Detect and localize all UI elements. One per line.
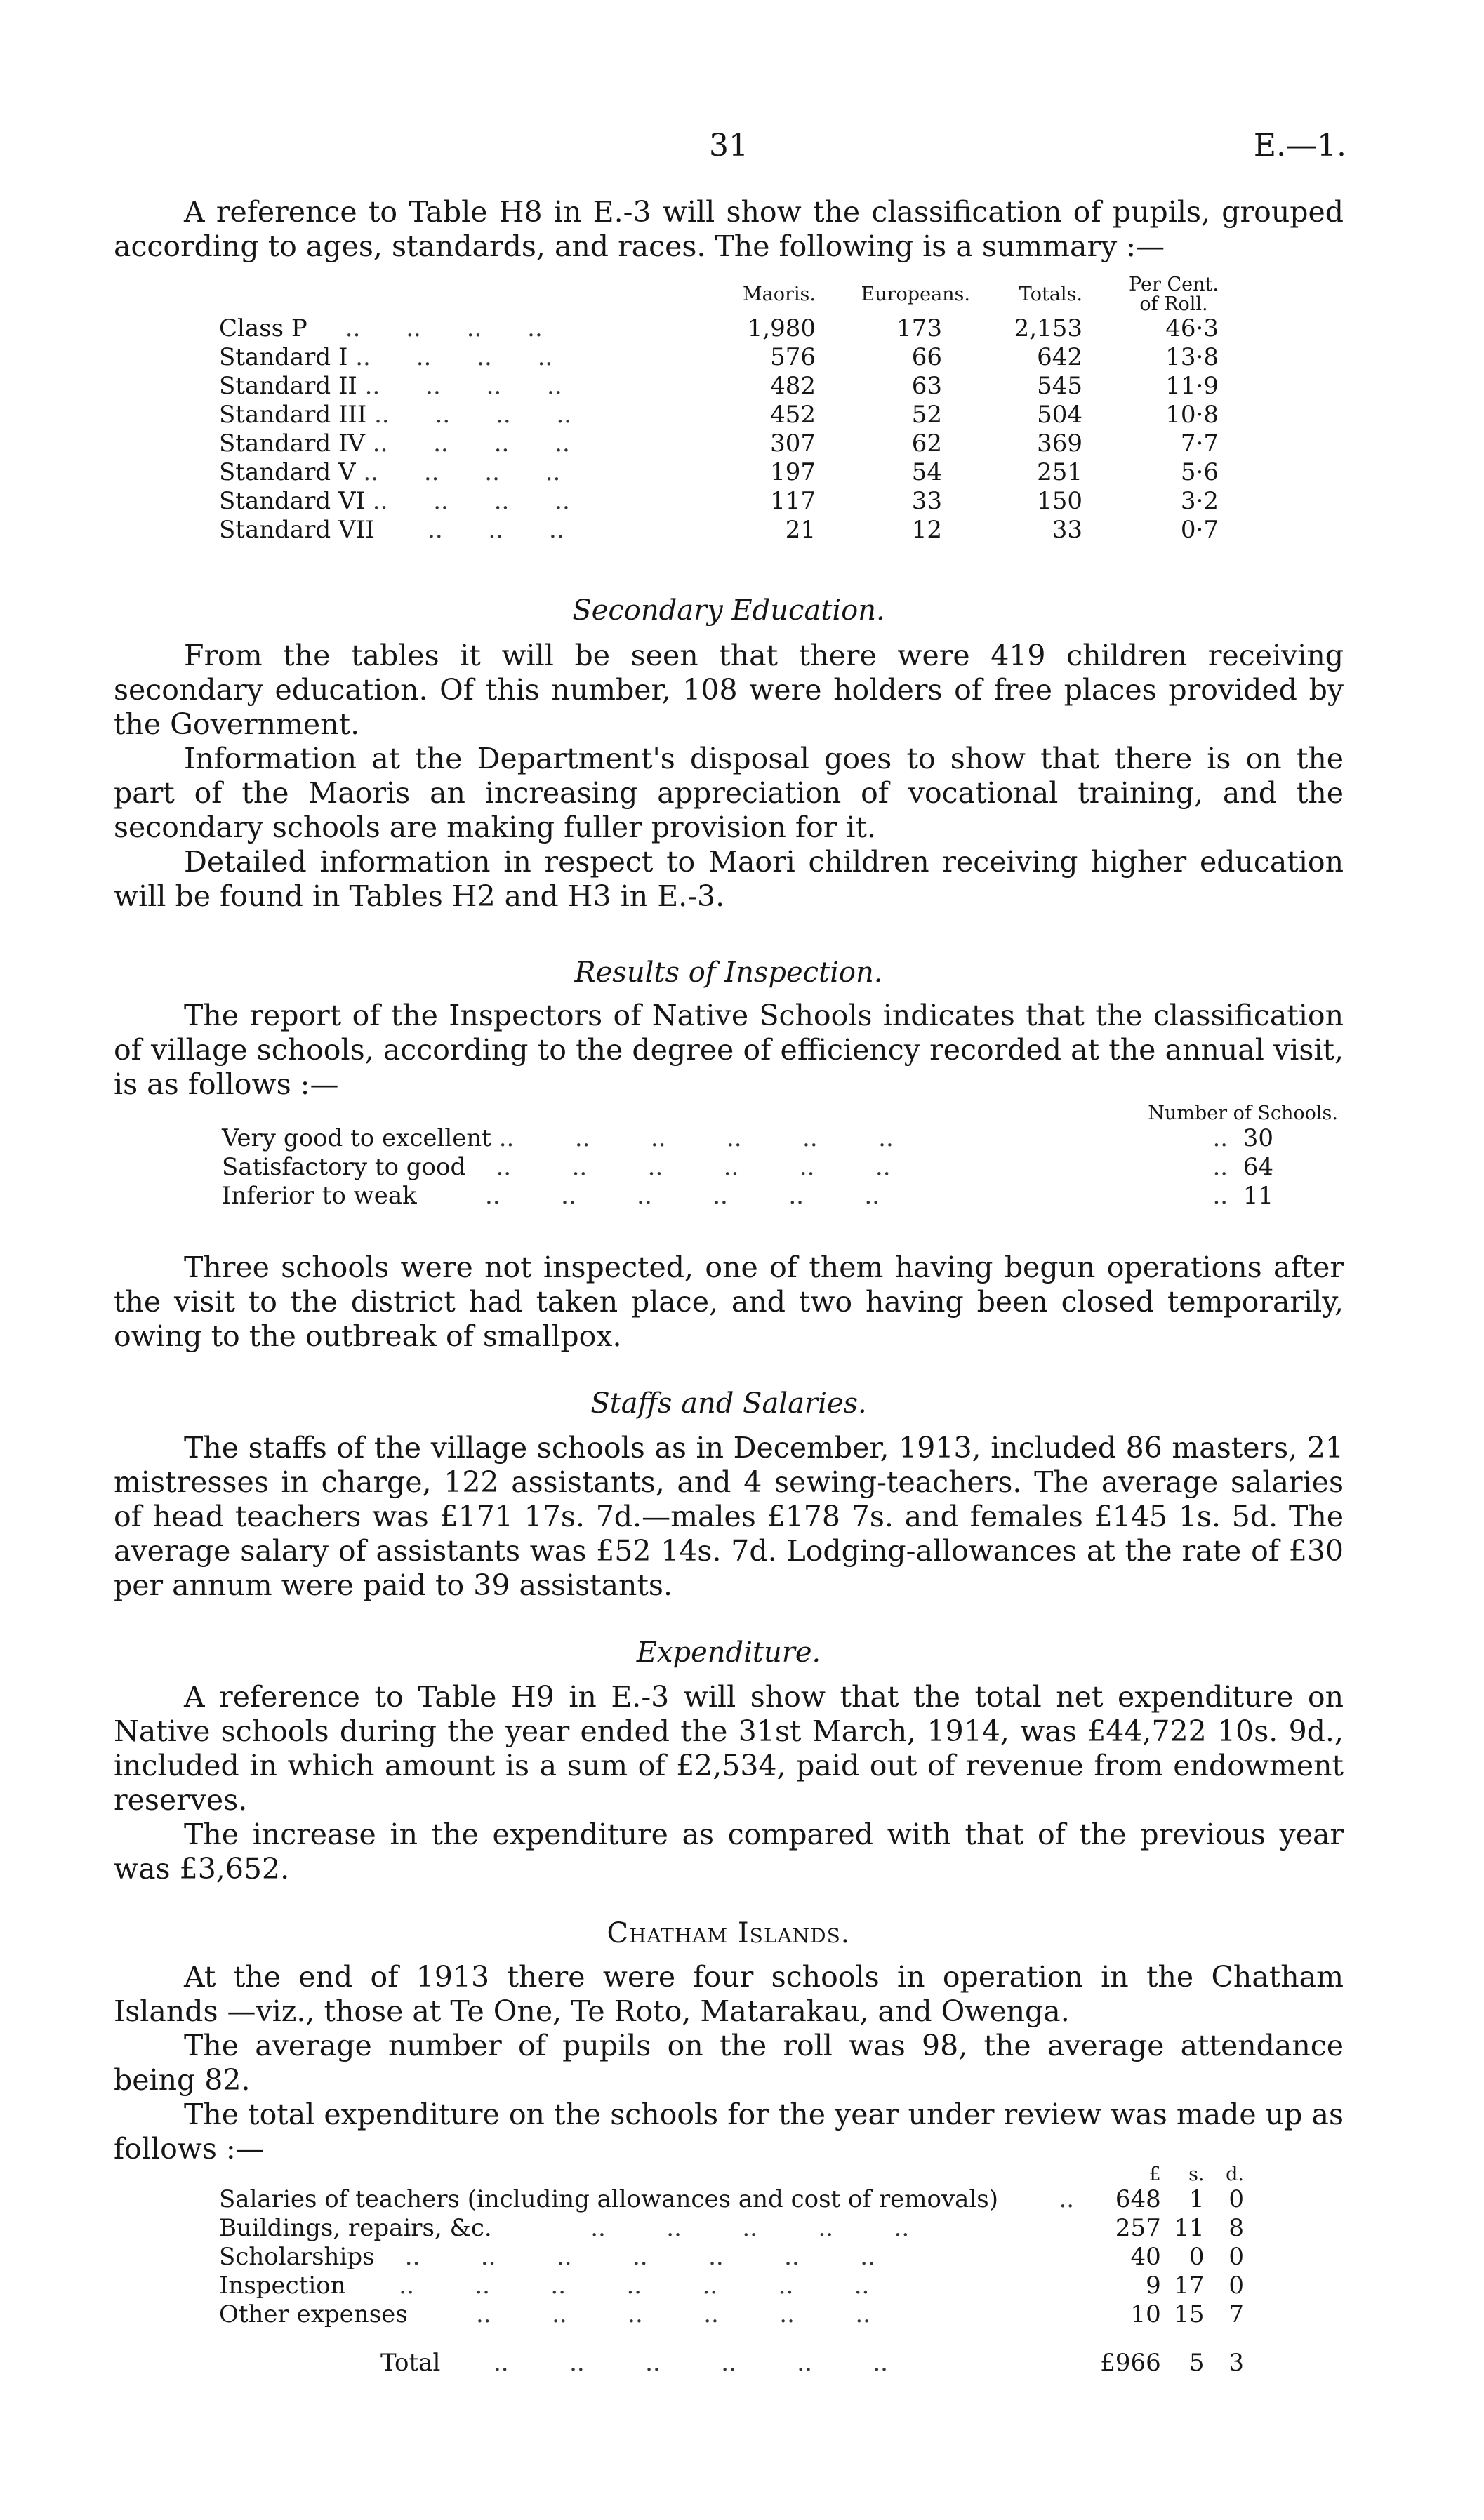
inspection-table (222, 1103, 1338, 1211)
cell-europeans: 173 (896, 314, 942, 342)
staffs-block (114, 1431, 1344, 1603)
cell-pence: 0 (1228, 2243, 1244, 2271)
col-pounds-header: £ (1148, 2164, 1161, 2185)
total-pounds: £966 (1100, 2349, 1161, 2377)
cell-shillings: 17 (1174, 2272, 1205, 2300)
cell-totals: 2,153 (1014, 314, 1082, 342)
chatham-expenditure-table (219, 2164, 1244, 2378)
cell-number-value: 11 (1243, 1182, 1273, 1210)
staffs-paragraph: The staffs of the village schools as in December, 1913, included 86 masters, 21 mistresses in charge, 122 assistants, and 4 sewing-teachers. The average salaries of head teachers was £171 17s. 7d.—males £178 7s. and females £145 1s. 5d. The average salary of assistants was £52 14s. 7d. Lodging-allowances at the rate of £30 per annum were paid to 39 assistants. (114, 1431, 1344, 1602)
row-label: Other expenses (219, 2300, 408, 2328)
table-row: Standard III .. .. .. .. 452 52 504 10·8 (219, 401, 1265, 429)
table-row: Salaries of teachers (including allowances and cost of removals) .. 648 1 0 (219, 2185, 1244, 2213)
chatham-heading: Chatham Islands. (607, 1917, 851, 1949)
secondary-paragraph-3: Detailed information in respect to Maori children receiving higher education will be found in Tables H2 and H3 in E.-3. (114, 845, 1344, 913)
secondary-heading: Secondary Education. (572, 594, 885, 627)
inspection-after-block (114, 1251, 1344, 1354)
row-label: Standard VII (219, 516, 375, 544)
table-row: Standard II .. .. .. .. 482 63 545 11·9 (219, 372, 1265, 401)
row-label: Standard I (219, 343, 348, 371)
col-maoris-header: Maoris. (743, 284, 816, 305)
cell-pence: 7 (1228, 2300, 1244, 2328)
cell-maoris: 117 (770, 487, 816, 515)
cell-percent: 7·7 (1180, 429, 1219, 458)
row-label: Standard VI (219, 487, 365, 515)
row-label: Class P (219, 314, 307, 342)
cell-europeans: 62 (911, 429, 942, 458)
inspection-block (114, 999, 1344, 1102)
inspection-paragraph: The report of the Inspectors of Native Schools indicates that the classification of village schools, according to the degree of efficiency recorded at the annual visit, is as follows :— (114, 999, 1344, 1101)
table-row: Standard I .. .. .. .. 576 66 642 13·8 (219, 343, 1265, 372)
row-label: Standard II (219, 372, 357, 400)
row-label: Standard V (219, 458, 356, 486)
row-label: Satisfactory to good (222, 1153, 466, 1181)
table-row: Class P .. .. .. .. 1,980 173 2,153 46·3 (219, 314, 1265, 343)
classification-table (219, 275, 1265, 545)
cell-pence: 0 (1228, 2272, 1244, 2300)
cell-percent: 11·9 (1165, 372, 1219, 400)
total-pence: 3 (1228, 2349, 1244, 2377)
expenditure-paragraph-1: A reference to Table H9 in E.-3 will show that the total net expenditure on Native schools during the year ended the 31st March, 1914, was £44,722 10s. 9d., included in which amount is a sum of £2,534, paid out of revenue from endowment reserves. (114, 1680, 1344, 1817)
secondary-paragraph-1: From the tables it will be seen that there were 419 children receiving secondary education. Of this number, 108 were holders of free places provided by the Government. (114, 639, 1344, 741)
total-shillings: 5 (1188, 2349, 1205, 2377)
intro-block (114, 195, 1344, 264)
cell-shillings: 0 (1188, 2243, 1205, 2271)
cell-pounds: 648 (1115, 2185, 1161, 2213)
cell-shillings: 1 (1188, 2185, 1205, 2213)
cell-pounds: 10 (1130, 2300, 1161, 2328)
cell-percent: 5·6 (1180, 458, 1219, 486)
cell-maoris: 21 (785, 516, 816, 544)
col-shillings-header: s. (1188, 2164, 1205, 2185)
page-header (0, 128, 1484, 170)
cell-totals: 251 (1037, 458, 1082, 486)
cell-maoris: 197 (770, 458, 816, 486)
cell-europeans: 63 (911, 372, 942, 400)
cell-pounds: 257 (1115, 2214, 1161, 2242)
chatham-paragraph-2: The average number of pupils on the roll was 98, the average attendance being 82. (114, 2029, 1344, 2097)
table-row: Standard V .. .. .. .. 197 54 251 5·6 (219, 458, 1265, 487)
col-europeans-header: Europeans. (861, 284, 970, 305)
inspection-header-row (222, 1103, 1338, 1124)
row-label: Very good to excellent (222, 1124, 491, 1152)
chatham-block (114, 1960, 1344, 2166)
cell-percent: 10·8 (1165, 401, 1219, 429)
staffs-heading: Staffs and Salaries. (590, 1387, 867, 1420)
table-row: Buildings, repairs, &c. .. .. .. .. .. 257 11 8 (219, 2214, 1244, 2242)
cell-maoris: 307 (770, 429, 816, 458)
cell-maoris: 1,980 (747, 314, 816, 342)
table-row: Standard VI .. .. .. .. 117 33 150 3·2 (219, 487, 1265, 516)
cell-maoris: 482 (770, 372, 816, 400)
cell-totals: 545 (1037, 372, 1082, 400)
cell-pounds: 9 (1146, 2272, 1161, 2300)
cell-number: .. 11 (1212, 1182, 1273, 1210)
cell-maoris: 452 (770, 401, 816, 429)
expenditure-heading: Expenditure. (636, 1636, 821, 1669)
cell-totals: 33 (1052, 516, 1082, 544)
cell-totals: 642 (1037, 343, 1082, 371)
table-row: Standard VII .. .. .. 21 12 33 0·7 (219, 516, 1265, 545)
table-row: Scholarships .. .. .. .. .. .. .. 40 0 0 (219, 2243, 1244, 2271)
cell-totals: 504 (1037, 401, 1082, 429)
expenditure-paragraph-2: The increase in the expenditure as compared with that of the previous year was £3,652. (114, 1818, 1344, 1886)
cell-pence: 0 (1228, 2185, 1244, 2213)
cell-totals: 369 (1037, 429, 1082, 458)
row-label: Standard III (219, 401, 367, 429)
chatham-header-row (219, 2164, 1244, 2185)
table-row: Inferior to weak .. .. .. .. .. .. .. 11 (222, 1182, 1338, 1211)
cell-pence: 8 (1228, 2214, 1244, 2242)
col-percent-header (1082, 275, 1265, 314)
cell-totals: 150 (1037, 487, 1082, 515)
classification-header-row (219, 275, 1265, 314)
total-label: Total (380, 2349, 441, 2377)
row-label: Buildings, repairs, &c. (219, 2214, 492, 2242)
intro-paragraph: A reference to Table H8 in E.-3 will show the classification of pupils, grouped according to ages, standards, and races. The following is a summary :— (114, 195, 1344, 263)
table-row: Inspection .. .. .. .. .. .. .. 9 17 0 (219, 2272, 1244, 2300)
table-row: Other expenses .. .. .. .. .. .. 10 15 7 (219, 2300, 1244, 2328)
inspection-column-header: Number of Schools. (1148, 1102, 1338, 1124)
chatham-paragraph-1: At the end of 1913 there were four schools in operation in the Chatham Islands —viz., those at Te One, Te Roto, Matarakau, and Owenga. (114, 1960, 1344, 2028)
cell-percent: 46·3 (1165, 314, 1219, 342)
cell-percent: 13·8 (1165, 343, 1219, 371)
secondary-block (114, 639, 1344, 914)
table-row: Very good to excellent .. .. .. .. .. .. .. 30 (222, 1124, 1338, 1153)
cell-number: .. 30 (1212, 1124, 1273, 1152)
col-percent-header-line1: Per Cent. (1129, 274, 1219, 295)
cell-europeans: 33 (911, 487, 942, 515)
inspection-after-paragraph: Three schools were not inspected, one of them having begun operations after the visit to the district had taken place, and two having been closed temporarily, owing to the outbreak of smallpox. (114, 1251, 1344, 1353)
cell-europeans: 66 (911, 343, 942, 371)
cell-pounds: 40 (1130, 2243, 1161, 2271)
cell-maoris: 576 (770, 343, 816, 371)
chatham-paragraph-3: The total expenditure on the schools for the year under review was made up as follows :— (114, 2098, 1344, 2166)
inspection-heading: Results of Inspection. (574, 956, 883, 989)
total-row: Total .. .. .. .. .. .. £966 5 3 (219, 2329, 1244, 2378)
expenditure-block (114, 1680, 1344, 1886)
table-row: Satisfactory to good .. .. .. .. .. .. .. 64 (222, 1153, 1338, 1182)
col-percent-header-line2: of Roll. (1139, 293, 1208, 315)
row-label: Salaries of teachers (including allowances and cost of removals) (219, 2185, 999, 2213)
cell-number-value: 64 (1243, 1153, 1273, 1181)
report-reference: E.—1. (1253, 128, 1346, 164)
cell-percent: 0·7 (1180, 516, 1219, 544)
col-pence-header: d. (1226, 2164, 1244, 2185)
page-number: 31 (709, 128, 748, 164)
row-label: Standard IV (219, 429, 365, 458)
row-label: Inferior to weak (222, 1182, 417, 1210)
cell-percent: 3·2 (1180, 487, 1219, 515)
row-label: Inspection (219, 2272, 346, 2300)
cell-europeans: 54 (911, 458, 942, 486)
table-row: Standard IV .. .. .. .. 307 62 369 7·7 (219, 429, 1265, 458)
cell-number-value: 30 (1243, 1124, 1273, 1152)
row-label: Scholarships (219, 2243, 375, 2271)
cell-shillings: 15 (1174, 2300, 1205, 2328)
col-totals-header: Totals. (1019, 284, 1082, 305)
cell-europeans: 12 (911, 516, 942, 544)
secondary-paragraph-2: Information at the Department's disposal goes to show that there is on the part of the Maoris an increasing appreciation of vocational training, and the secondary schools are making fuller provision for it. (114, 742, 1344, 844)
cell-shillings: 11 (1174, 2214, 1205, 2242)
cell-number: .. 64 (1212, 1153, 1273, 1181)
cell-europeans: 52 (911, 401, 942, 429)
